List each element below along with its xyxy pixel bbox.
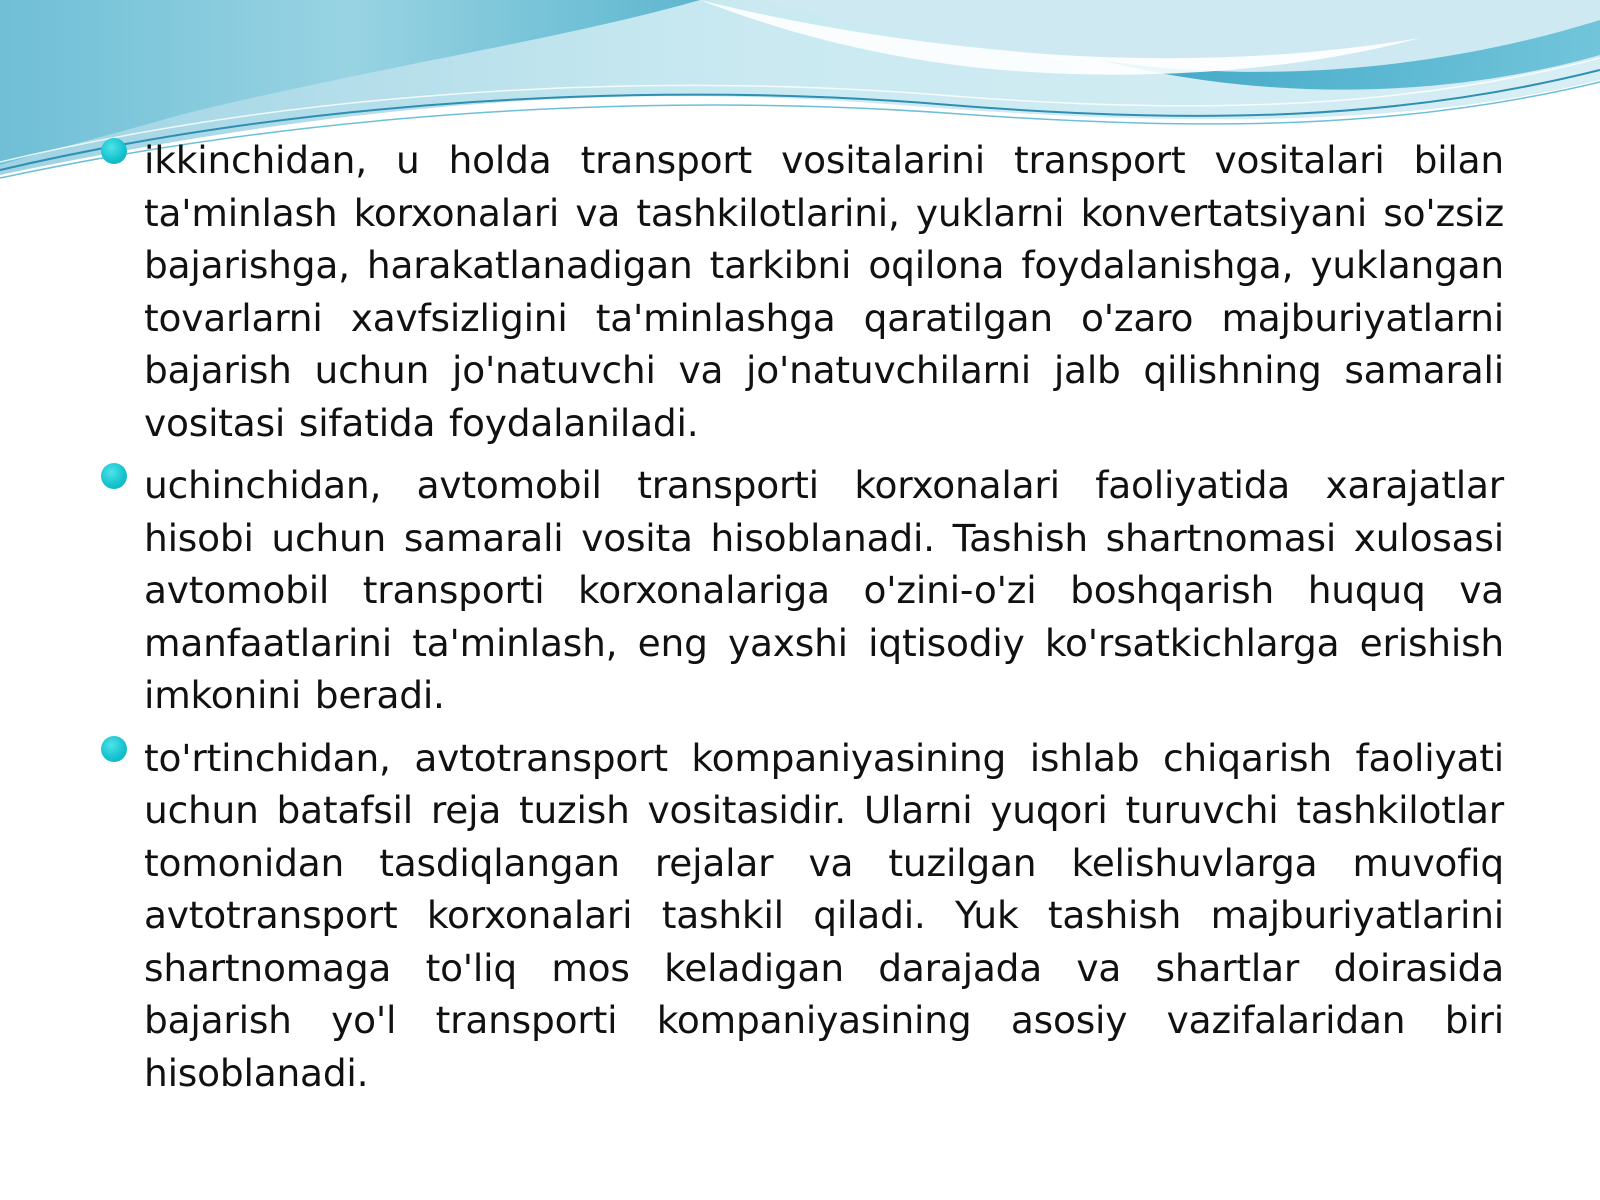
bullet-dot-icon (101, 736, 127, 762)
bullet-dot-icon (101, 138, 127, 164)
list-item (100, 134, 1504, 449)
list-item (100, 732, 1504, 1100)
list-item (100, 459, 1504, 722)
bullet-dot-icon (101, 463, 127, 489)
bullet-text: uchinchidan, avtomobil transporti korxonalari faoliyatida xarajatlar hisobi uchun samarali vosita hisoblanadi. Tashish shartnomasi xulosasi avtomobil transporti korxonalariga o'zini-o'zi boshqarish huquq va manfaatlarini ta'minlash, eng yaxshi iqtisodiy ko'rsatkichlarga erishish imkonini beradi. (144, 463, 1504, 717)
bullet-text: to'rtinchidan, avtotransport kompaniyasining ishlab chiqarish faoliyati uchun batafsil reja tuzish vositasidir. Ularni yuqori turuvchi tashkilotlar tomonidan tasdiqlangan rejalar va tuzilgan kelishuvlarga muvofiq avtotransport korxonalari tashkil qiladi. Yuk tashish majburiyatlarini shartnomaga to'liq mos keladigan darajada va shartlar doirasida bajarish yo'l transporti kompaniyasining asosiy vazifalaridan biri hisoblanadi. (144, 735, 1504, 1095)
bullet-list (100, 134, 1504, 1109)
bullet-text: ikkinchidan, u holda transport vositalarini transport vositalari bilan ta'minlash korxonalari va tashkilotlarini, yuklarni konvertatsiyani so'zsiz bajarishga, harakatlanadigan tarkibni oqilona foydalanishga, yuklangan tovarlarni xavfsizligini ta'minlashga qaratilgan o'zaro majburiyatlarni bajarish uchun jo'natuvchi va jo'natuvchilarni jalb qilishning samarali vositasi sifatida foydalaniladi. (144, 138, 1504, 445)
